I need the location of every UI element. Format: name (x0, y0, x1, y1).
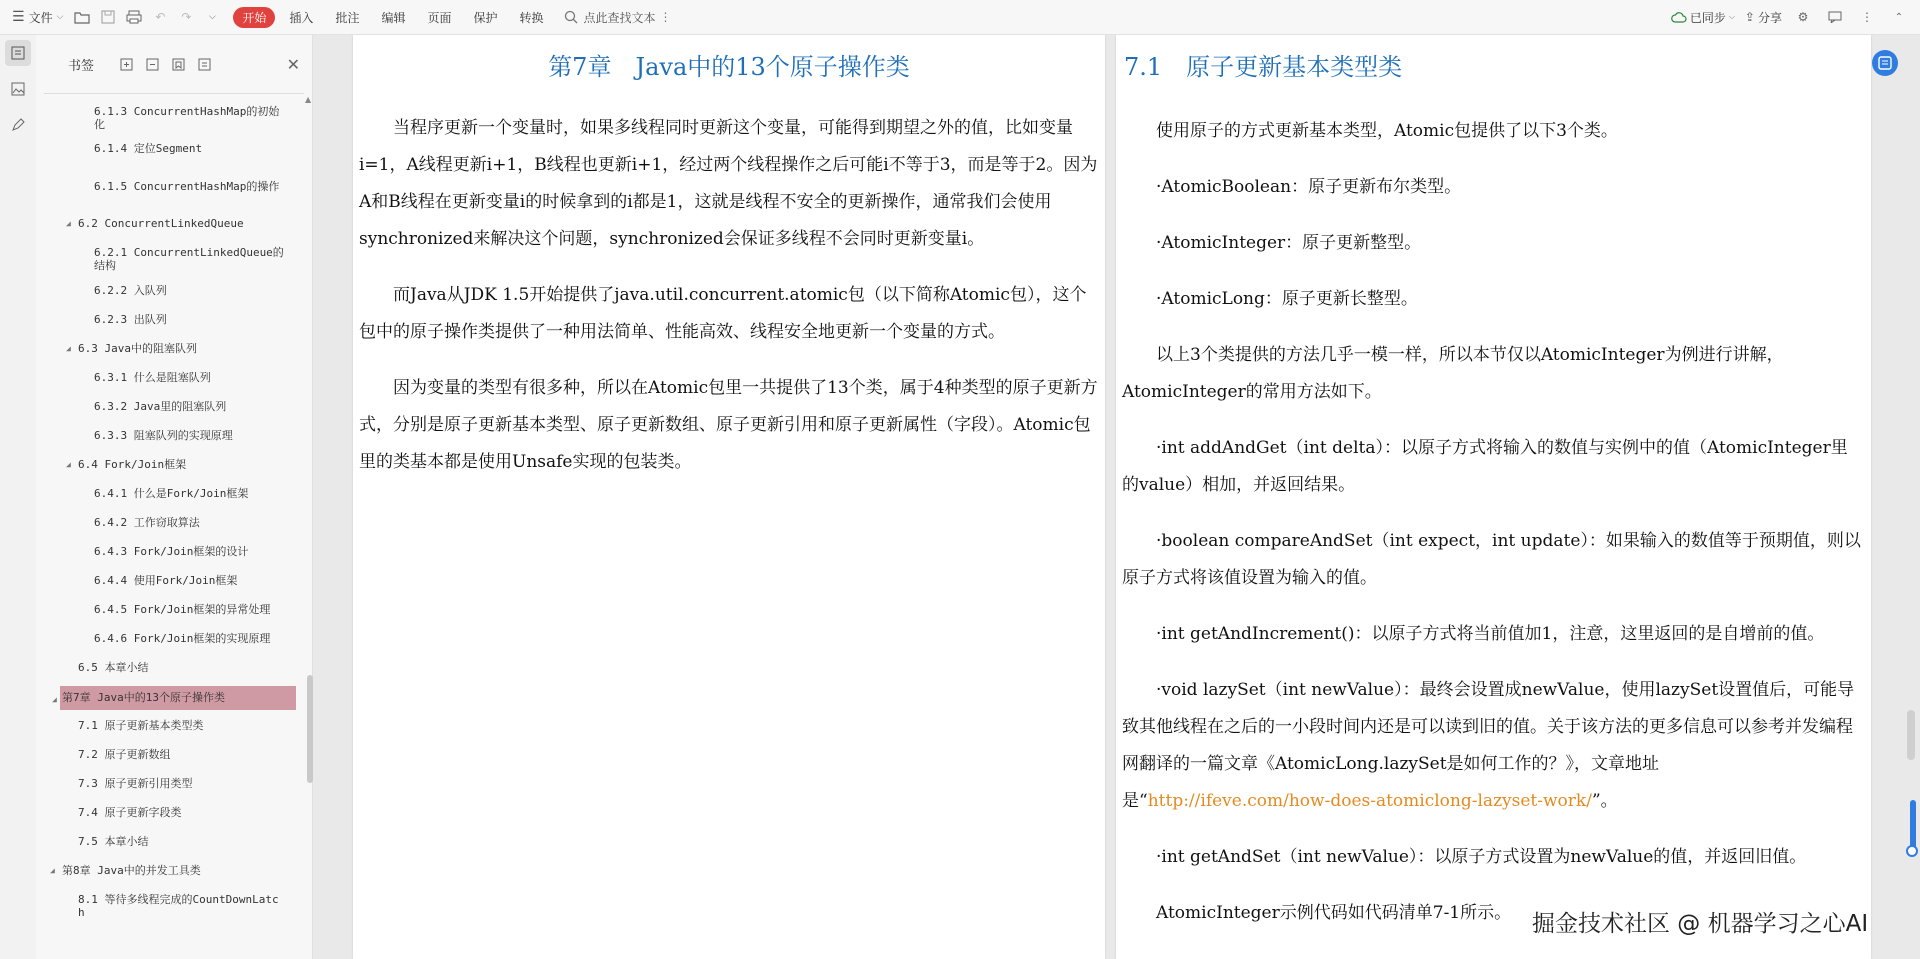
tab-start[interactable]: 开始 (233, 7, 275, 28)
hamburger-icon: ☰ (12, 9, 25, 25)
document-canvas (313, 35, 1920, 959)
list-item[interactable] (36, 369, 298, 387)
print-icon[interactable] (123, 6, 145, 28)
tool-icon (1878, 56, 1892, 70)
list-item-selected[interactable] (52, 686, 296, 710)
bookmark-label: 6.1.4 定位Segment (94, 142, 203, 155)
bookmark-label: 7.5 本章小结 (78, 835, 149, 848)
tab-page[interactable]: 页面 (427, 10, 452, 25)
tab-edit[interactable]: 编辑 (381, 10, 406, 25)
find-text-search[interactable] (564, 9, 672, 26)
bookmark-label: 6.3.1 什么是阻塞队列 (94, 371, 211, 384)
scroll-up-arrow-icon[interactable]: ▲ (305, 95, 312, 104)
bookmark-panel (36, 35, 313, 959)
bookmark-label-continued: h (78, 906, 85, 919)
expanded-triangle-icon[interactable]: ◢ (52, 695, 57, 704)
list-item[interactable] (36, 601, 298, 619)
bookmark-label: 6.4.2 工作窃取算法 (94, 516, 200, 529)
file-menu-label: 文件 (28, 10, 53, 25)
list-item[interactable] (36, 746, 298, 764)
expand-all-icon[interactable] (118, 56, 134, 72)
body-paragraph (1122, 672, 1864, 820)
top-toolbar (0, 0, 1920, 35)
article-link[interactable]: http://ifeve.com/how-does-atomiclong-lazyset-work/ (1147, 791, 1592, 811)
body-paragraph: ·AtomicBoolean：原子更新布尔类型。 (1122, 177, 1462, 197)
body-paragraph: ·int getAndIncrement()：以原子方式将当前值加1，注意，这里返回的是自增前的值。 (1122, 624, 1825, 644)
bookmark-label: 第7章 Java中的13个原子操作类 (62, 691, 225, 704)
chevron-down-icon: ⌵ (1728, 12, 1735, 21)
outline-panel-icon[interactable] (5, 40, 31, 66)
list-item[interactable] (36, 543, 298, 561)
thumbnail-panel-icon[interactable] (5, 76, 31, 102)
bookmark-label-continued: 化 (94, 118, 105, 131)
body-paragraph: 以上3个类提供的方法几乎一模一样，所以本节仅以AtomicInteger为例进行讲解，AtomicInteger的常用方法如下。 (1122, 345, 1784, 402)
bookmark-label: 6.4.1 什么是Fork/Join框架 (94, 487, 249, 500)
zoom-slider-knob[interactable] (1906, 845, 1918, 857)
list-item[interactable] (36, 659, 298, 677)
list-item[interactable] (36, 340, 298, 358)
bookmark-label: 6.4.3 Fork/Join框架的设计 (94, 545, 249, 558)
section-heading: 7.1 原子更新基本类型类 (1124, 53, 1403, 81)
collapse-all-icon[interactable] (144, 56, 160, 72)
bookmark-panel-title: 书签 (68, 58, 95, 74)
redo-icon[interactable]: ↷ (181, 10, 192, 24)
bookmark-list (36, 99, 298, 959)
cloud-sync-icon (1671, 11, 1687, 23)
list-item[interactable] (36, 717, 298, 735)
list-item[interactable] (36, 140, 298, 158)
list-item[interactable] (36, 630, 298, 648)
share-button[interactable] (1745, 9, 1782, 26)
list-item[interactable] (36, 572, 298, 590)
chevron-down-icon: ⌵ (56, 12, 64, 22)
bookmark-label: 6.2 ConcurrentLinkedQueue (78, 217, 244, 230)
floating-tool-button[interactable] (1872, 50, 1898, 76)
list-item[interactable] (36, 862, 298, 880)
expanded-triangle-icon[interactable]: ◢ (66, 344, 71, 353)
chapter-heading: 第7章 Java中的13个原子操作类 (548, 53, 910, 81)
comment-icon[interactable] (1824, 6, 1846, 28)
bookmark-label: 6.1.3 ConcurrentHashMap的初始 (94, 105, 280, 118)
paragraph-text-end: ”。 (1591, 791, 1618, 811)
tab-convert[interactable]: 转换 (519, 10, 544, 25)
body-paragraph: ·int getAndSet（int newValue）：以原子方式设置为newValue的值，并返回旧值。 (1122, 847, 1807, 867)
save-icon[interactable] (97, 6, 119, 28)
add-bookmark-icon[interactable] (170, 56, 186, 72)
body-paragraph: 而Java从JDK 1.5开始提供了java.util.concurrent.atomic包（以下简称Atomic包），这个包中的原子操作类提供了一种用法简单、性能高效、线程安全地更新一个变量的方式。 (359, 285, 1087, 342)
list-item[interactable] (36, 514, 298, 532)
body-paragraph: AtomicInteger示例代码如代码清单7-1所示。 (1122, 903, 1512, 923)
open-folder-icon[interactable] (71, 6, 93, 28)
expanded-triangle-icon[interactable]: ◢ (50, 866, 55, 875)
left-panel-strip (0, 35, 37, 959)
bookmark-label: 7.2 原子更新数组 (78, 748, 171, 761)
tab-comment[interactable]: 批注 (335, 10, 360, 25)
share-label: 分享 (1757, 10, 1782, 25)
body-paragraph: ·AtomicLong：原子更新长整型。 (1122, 289, 1418, 309)
list-item[interactable] (36, 398, 298, 416)
tab-insert[interactable]: 插入 (289, 10, 314, 25)
bookmark-label: 8.1 等待多线程完成的CountDownLatc (78, 893, 279, 906)
list-item[interactable] (36, 427, 298, 445)
bookmark-label: 6.4.6 Fork/Join框架的实现原理 (94, 632, 271, 645)
list-item[interactable] (36, 311, 298, 329)
bookmark-edit-icon[interactable] (196, 56, 212, 72)
bookmark-label: 6.2.2 入队列 (94, 284, 167, 297)
bookmark-label: 6.5 本章小结 (78, 661, 149, 674)
list-item[interactable] (36, 244, 298, 274)
annotation-panel-icon[interactable] (5, 112, 31, 138)
list-item[interactable] (36, 891, 298, 921)
list-item[interactable] (36, 804, 298, 822)
bookmark-label: 6.3.3 阻塞队列的实现原理 (94, 429, 233, 442)
watermark: 掘金技术社区 @ 机器学习之心AI (1532, 911, 1869, 937)
body-paragraph: ·int addAndGet（int delta）：以原子方式将输入的数值与实例中的值（AtomicInteger里的value）相加，并返回结果。 (1122, 438, 1848, 495)
list-item[interactable] (36, 178, 298, 196)
list-item[interactable] (36, 485, 298, 503)
body-paragraph: ·AtomicInteger：原子更新整型。 (1122, 233, 1422, 253)
bookmark-label: 6.4.4 使用Fork/Join框架 (94, 574, 238, 587)
search-icon (564, 10, 578, 24)
list-item[interactable] (36, 456, 298, 474)
body-paragraph: 因为变量的类型有很多种，所以在Atomic包里一共提供了13个类，属于4种类型的原子更新方式，分别是原子更新基本类型、原子更新数组、原子更新引用和原子更新属性（字段）。Atomic包里的类基本都是使用Unsafe实现的包装类。 (359, 378, 1098, 472)
document-scrollbar-thumb[interactable] (1907, 710, 1915, 760)
sync-status[interactable] (1671, 9, 1735, 26)
find-text-label: 点此查找文本 (583, 10, 656, 25)
document-page-right (1116, 35, 1871, 959)
expanded-triangle-icon[interactable]: ◢ (66, 219, 71, 228)
bookmark-label: 第8章 Java中的并发工具类 (62, 864, 201, 877)
body-paragraph: 使用原子的方式更新基本类型，Atomic包提供了以下3个类。 (1122, 121, 1618, 141)
bookmark-label: 6.2.3 出队列 (94, 313, 167, 326)
close-icon[interactable]: ✕ (286, 54, 300, 74)
document-page-left (353, 35, 1105, 959)
sync-label: 已同步 (1689, 10, 1726, 25)
bookmark-label: 7.1 原子更新基本类型类 (78, 719, 204, 732)
file-menu[interactable] (8, 5, 67, 29)
list-item[interactable] (36, 215, 298, 233)
body-paragraph: 当程序更新一个变量时，如果多线程同时更新这个变量，可能得到期望之外的值，比如变量i=1，A线程更新i+1，B线程也更新i+1，经过两个线程操作之后可能i不等于3，而是等于2。因为A和B线程在更新变量i的时候拿到的i都是1，这就是线程不安全的更新操作，通常我们会使用synchronized来解决这个问题，synchronized会保证多线程不会同时更新变量i。 (359, 118, 1098, 249)
paragraph-text: ·void lazySet（int newValue）：最终会设置成newValue，使用lazySet设置值后，可能导致其他线程在之后的一小段时间内还是可以读到旧的值。关于该方法的更多信息可以参考并发编程网翻译的一篇文章《AtomicLong.lazySet是如何工作的？》，文章地址是“ (1122, 680, 1855, 811)
body-paragraph: ·boolean compareAndSet（int expect，int update）：如果输入的数值等于预期值，则以原子方式将该值设置为输入的值。 (1122, 531, 1861, 588)
expanded-triangle-icon[interactable]: ◢ (66, 460, 71, 469)
list-item[interactable] (36, 775, 298, 793)
bookmark-label-continued: 结构 (94, 259, 116, 272)
undo-icon[interactable]: ↶ (155, 10, 166, 24)
bookmark-label: 7.4 原子更新字段类 (78, 806, 182, 819)
more-icon[interactable]: ⋮ (1861, 10, 1873, 24)
bookmark-label: 6.3 Java中的阻塞队列 (78, 342, 197, 355)
more-options-icon[interactable]: ⋮ (659, 10, 672, 24)
bookmark-label: 6.1.5 ConcurrentHashMap的操作 (94, 180, 280, 193)
quick-access-dropdown-icon[interactable]: ⌵ (208, 12, 216, 22)
collapse-icon[interactable]: ⌃ (1894, 11, 1904, 23)
tab-protect[interactable]: 保护 (473, 10, 498, 25)
bookmark-label: 6.3.2 Java里的阻塞队列 (94, 400, 227, 413)
list-item[interactable] (36, 833, 298, 851)
bookmark-label: 7.3 原子更新引用类型 (78, 777, 193, 790)
bookmark-label: 6.4.5 Fork/Join框架的异常处理 (94, 603, 271, 616)
bookmark-panel-header (44, 35, 304, 94)
share-icon: ⇪ (1744, 10, 1755, 24)
list-item[interactable] (36, 103, 298, 133)
bookmark-label: 6.4 Fork/Join框架 (78, 458, 187, 471)
list-item[interactable] (36, 282, 298, 300)
settings-icon[interactable]: ⚙ (1797, 10, 1809, 24)
bookmark-label: 6.2.1 ConcurrentLinkedQueue的 (94, 246, 284, 259)
